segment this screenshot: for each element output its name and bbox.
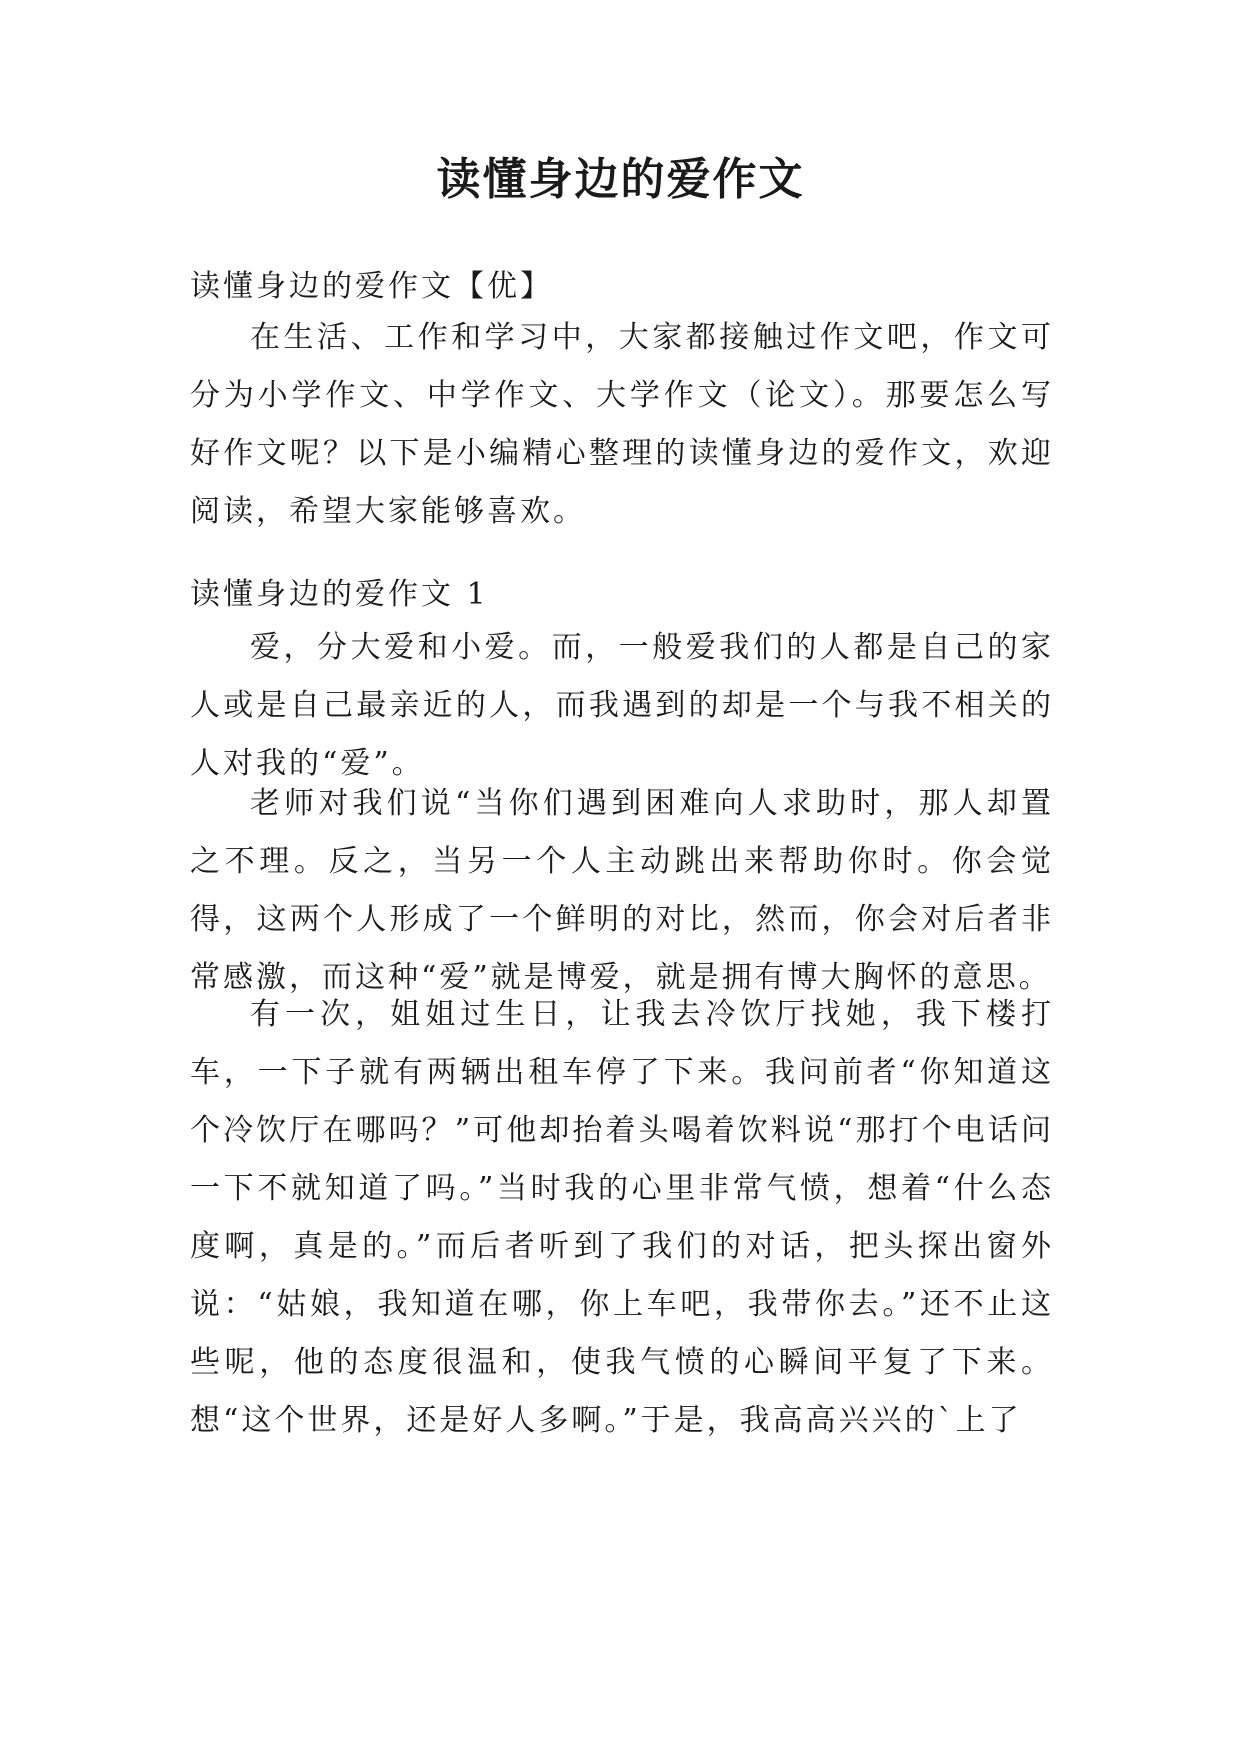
essay-heading: 读懂身边的爱作文 1 xyxy=(190,577,489,612)
intro-heading: 读懂身边的爱作文【优】 xyxy=(190,269,553,304)
document-title: 读懂身边的爱作文 xyxy=(436,154,805,205)
essay-paragraph-3: 有一次，姐姐过生日，让我去冷饮厅找她，我下楼打车，一下子就有两辆出租车停了下来。我问前者“你知道这个冷饮厅在哪吗？”可他却抬着头喝着饮料说“那打个电话问一下不就知道了吗。”当时我的心里非常气愤，想着“什么态度啊，真是的。”而后者听到了我们的对话，把头探出窗外说：“姑娘，我知道在哪，你上车吧，我带你去。”还不止这些呢，他的态度很温和，使我气愤的心瞬间平复了下来。想“这个世界，还是好人多啊。”于是，我高高兴兴的`上了 xyxy=(190,997,1054,1438)
essay-paragraph-2: 老师对我们说“当你们遇到困难向人求助时，那人却置之不理。反之，当另一个人主动跳出来帮助你时。你会觉得，这两个人形成了一个鲜明的对比，然而，你会对后者非常感激，而这种“爱”就是博爱，就是拥有博大胸怀的意思。 xyxy=(190,786,1054,995)
intro-paragraph: 在生活、工作和学习中，大家都接触过作文吧，作文可分为小学作文、中学作文、大学作文（论文）。那要怎么写好作文呢？以下是小编精心整理的读懂身边的爱作文，欢迎阅读，希望大家能够喜欢。 xyxy=(190,320,1054,529)
essay-paragraph-1: 爱，分大爱和小爱。而，一般爱我们的人都是自己的家人或是自己最亲近的人，而我遇到的却是一个与我不相关的人对我的“爱”。 xyxy=(190,630,1054,781)
